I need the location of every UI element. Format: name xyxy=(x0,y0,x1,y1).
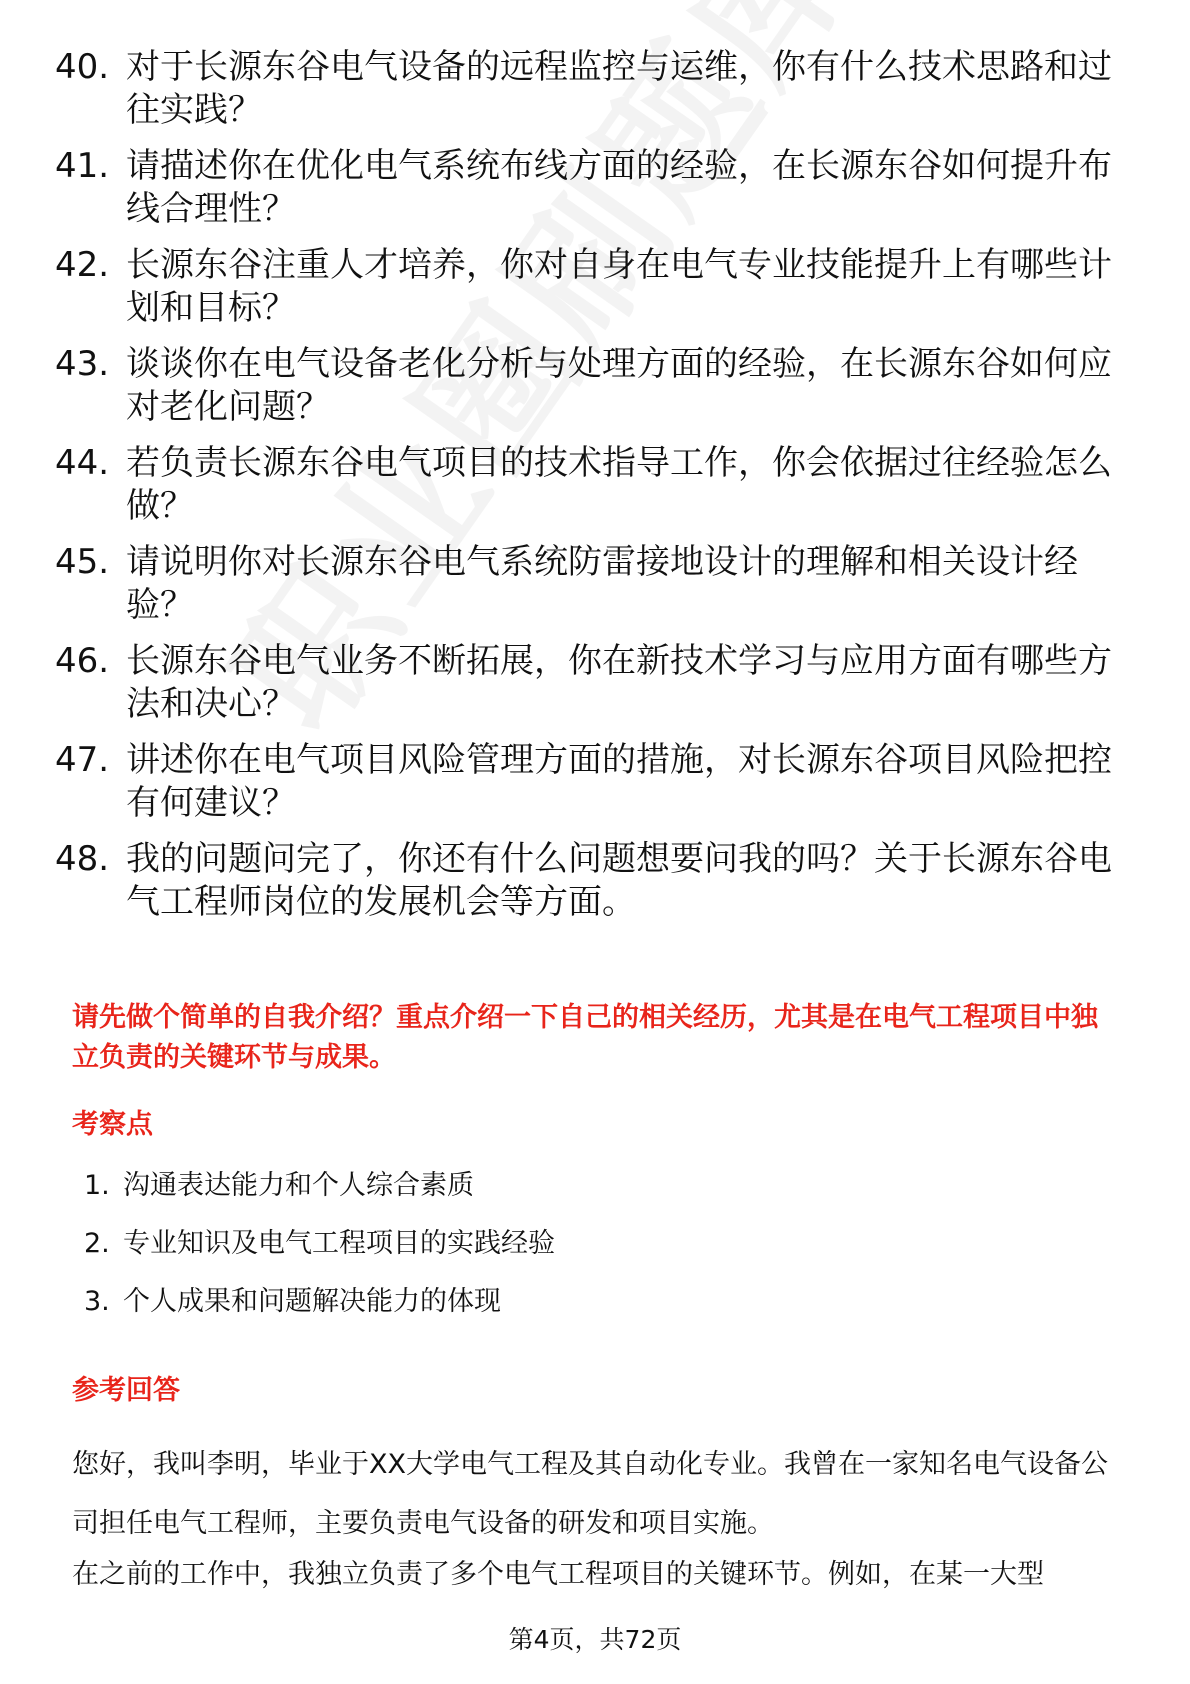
question-text: 长源东谷注重人才培养，你对自身在电气专业技能提升上有哪些计划和目标？ xyxy=(126,245,1112,328)
question-number: 41. xyxy=(55,146,110,186)
question-list xyxy=(55,46,1135,937)
point-number: 2. xyxy=(84,1228,110,1259)
question-item xyxy=(55,838,1135,924)
question-item xyxy=(55,442,1135,528)
answer-paragraph: 在之前的工作中，我独立负责了多个电气工程项目的关键环节。例如，在某一大型 xyxy=(72,1559,1044,1590)
question-text: 长源东谷电气业务不断拓展，你在新技术学习与应用方面有哪些方法和决心？ xyxy=(126,641,1112,724)
question-text: 请说明你对长源东谷电气系统防雷接地设计的理解和相关设计经验？ xyxy=(126,542,1078,625)
question-number: 48. xyxy=(55,839,110,879)
points-list xyxy=(84,1166,555,1340)
question-text: 对于长源东谷电气设备的远程监控与运维，你有什么技术思路和过往实践？ xyxy=(126,47,1112,130)
point-text: 沟通表达能力和个人综合素质 xyxy=(123,1170,474,1201)
question-number: 43. xyxy=(55,344,110,384)
point-number: 3. xyxy=(84,1286,110,1317)
point-item xyxy=(84,1224,555,1264)
question-text: 讲述你在电气项目风险管理方面的措施，对长源东谷项目风险把控有何建议？ xyxy=(126,740,1112,823)
question-number: 42. xyxy=(55,245,110,285)
question-item xyxy=(55,343,1135,429)
point-text: 专业知识及电气工程项目的实践经验 xyxy=(123,1228,555,1259)
question-number: 40. xyxy=(55,47,110,87)
question-item xyxy=(55,145,1135,231)
question-item xyxy=(55,640,1135,726)
answer-paragraph: 您好，我叫李明，毕业于XX大学电气工程及其自动化专业。我曾在一家知名电气设备公司担任电气工程师，主要负责电气设备的研发和项目实施。 xyxy=(72,1449,1108,1539)
question-item xyxy=(55,244,1135,330)
question-text: 请描述你在优化电气系统布线方面的经验，在长源东谷如何提升布线合理性？ xyxy=(126,146,1112,229)
question-item xyxy=(55,739,1135,825)
page-footer: 第4页，共72页 xyxy=(508,1625,682,1654)
point-number: 1. xyxy=(84,1170,110,1201)
point-item xyxy=(84,1166,555,1206)
question-number: 45. xyxy=(55,542,110,582)
points-heading: 考察点 xyxy=(72,1109,153,1140)
question-number: 46. xyxy=(55,641,110,681)
point-text: 个人成果和问题解决能力的体现 xyxy=(123,1286,501,1317)
question-number: 44. xyxy=(55,443,110,483)
featured-question: 请先做个简单的自我介绍？重点介绍一下自己的相关经历，尤其是在电气工程项目中独立负责的关键环节与成果。 xyxy=(72,1002,1098,1073)
question-text: 谈谈你在电气设备老化分析与处理方面的经验，在长源东谷如何应对老化问题？ xyxy=(126,344,1112,427)
question-text: 若负责长源东谷电气项目的技术指导工作，你会依据过往经验怎么做？ xyxy=(126,443,1112,526)
answer-heading: 参考回答 xyxy=(72,1375,180,1406)
question-item xyxy=(55,541,1135,627)
question-item xyxy=(55,46,1135,132)
point-item xyxy=(84,1282,555,1322)
question-number: 47. xyxy=(55,740,110,780)
question-text: 我的问题问完了，你还有什么问题想要问我的吗？关于长源东谷电气工程师岗位的发展机会等方面。 xyxy=(126,839,1112,922)
